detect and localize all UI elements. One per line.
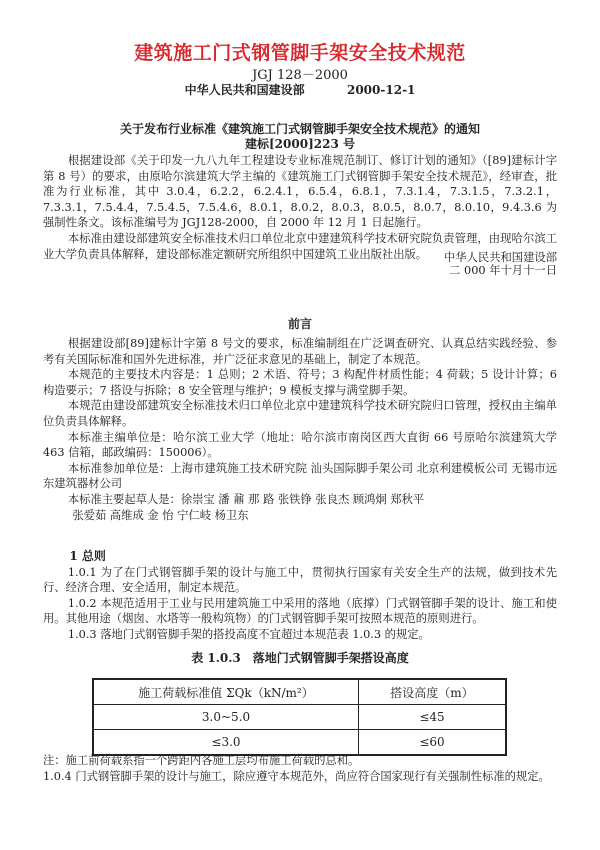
issue-date: 2000-12-1 [346,83,416,97]
table-row [93,705,506,730]
clause: 1.0.3 落地门式钢管脚手架的搭投高度不宜超过本规范表 1.0.3 的规定。 [67,627,430,641]
clause: 1.0.2 本规范适用于工业与民用建筑施工中采用的落地（底撑）门式钢管脚手架的设计、施工和使用。其他用途（烟囱、水塔等一般构筑物）的门式钢管脚手架可按照本规范的原则进行。 [43,596,557,626]
notice-number: 建标[2000]223 号 [245,137,355,151]
table-cell: 3.0~5.0 [93,705,359,730]
signature: 中华人民共和国建设部 [444,251,557,264]
table-caption: 表 1.0.3 落地门式钢管脚手架搭设高度 [191,651,409,665]
table-cell: ≤60 [359,730,507,756]
table-row [93,730,506,756]
header-cell: 搭设高度（m） [359,679,507,705]
table-cell: ≤45 [359,705,507,730]
preface-heading: 前言 [287,317,312,331]
paragraph: 本规范的主要技术内容是：1 总则；2 术语、符号；3 构配件材质性能；4 荷载；5 设计计算；6 构造要示；7 搭设与拆除；8 安全管理与维护；9 模板支撑与满堂脚手架。 [43,368,557,397]
notice-body [43,153,557,262]
paragraph: 本标准由建设部建筑安全标准技术归口单位北京中建建筑科学技术研究院负责管理，由现哈尔滨工业大学负责具体解释，建设部标准定额研究所组织中国建筑工业出版社出版。 [43,231,557,261]
issuer: 中华人民共和国建设部 [184,83,305,97]
preface-body [43,336,557,523]
paragraph: 本标准主编单位是：哈尔滨工业大学（地址：哈尔滨市南岗区西大直街 66 号原哈尔滨建筑大学 463 信箱，邮政编码：150006）。 [43,430,557,460]
table-note-block [43,753,557,784]
paragraph: 张爱茹 高维成 金 怡 宁仁岐 杨卫东 [72,508,249,522]
table-cell: ≤3.0 [93,730,359,756]
paragraph: 本标准主要起草人是：徐崇宝 潘 鼐 那 路 张铁铮 张良杰 顾鸿炯 郑秋平 [67,492,425,506]
table-note: 注：施工前荷载系指一个跨距内各施工层均布施工荷载的总和。 [43,754,360,767]
table-header-row [93,679,506,705]
chapter-1 [43,549,557,643]
header-cell: 施工荷载标准值 ΣQk（kN/m²） [93,679,359,705]
chapter-heading: 1 总则 [69,549,106,563]
issuer-line [0,81,600,98]
notice-signature [444,251,557,277]
clause: 1.0.1 为了在门式钢管脚手架的设计与施工中，贯彻执行国家有关安全生产的法规，做到技术先行、经济合理、安全适用，制定本规范。 [43,565,557,595]
notice-heading: 关于发布行业标准《建筑施工门式钢管脚手架安全技术规范》的通知 [119,122,480,136]
height-table [92,678,507,756]
paragraph: 根据建设部[89]建标计字第 8 号文的要求，标准编制组在广泛调查研究、认真总结实践经验、参考有关国际标准和国外先进标准，并广泛征求意见的基础上，制定了本规范。 [43,337,557,366]
standard-code: JGJ 128－2000 [252,68,348,83]
paragraph: 根据建设部《关于印发一九八九年工程建设专业标准规范制订、修订计划的通知》（[89]建标计字第 8 号）的要求，由原哈尔滨建筑大学主编的《建筑施工门式钢管脚手架安全技术规范》，经审查，批准为行业标准，其中 3.0.4，6.2.2，6.2.4.1，6.5.4，6.8.1，7.3.1.4，7.3.1.5，7.3.2.1，7.3.3.1，7.5.4.4，7.5.4.5，7.5.4.6，8.0.1，8.0.2，8.0.3，8.0.5，8.0.7，8.0.10，9.4.3.6 为强制性条文。该标准编号为 JGJ128-2000，自 2000 年 12 月 1 日起施行。 [43,154,557,230]
paragraph: 本规范由建设部建筑安全标准技术归口单位北京中建建筑科学技术研究院归口管理，授权由主编单位负责具体解释。 [43,399,557,428]
document-title: 建筑施工门式钢管脚手架安全技术规范 [134,42,466,64]
paragraph: 本标准参加单位是：上海市建筑施工技术研究院 汕头国际脚手架公司 北京利建模板公司 无锡市远东建筑器材公司 [43,461,557,491]
signature-date: 二 000 年十月十一日 [449,264,557,277]
clause: 1.0.4 门式钢管脚手架的设计与施工，除应遵守本规范外，尚应符合国家现行有关强制性标准的规定。 [43,769,550,783]
